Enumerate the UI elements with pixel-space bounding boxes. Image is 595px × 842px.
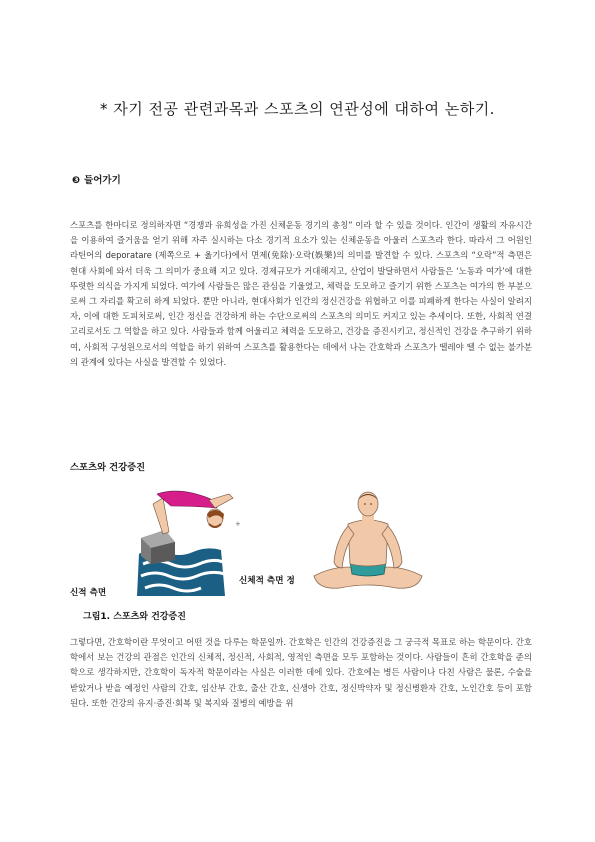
figure-caption: 그림1. 스포츠와 건강증진 [83,612,186,622]
intro-heading [72,172,121,186]
figure-label-mental: 신적 측면 [70,588,107,598]
figure-label-physical: 신체적 측면 정 [239,576,295,586]
meditation-illustration [300,490,435,596]
diver-illustration [135,484,245,596]
section-heading: 스포츠와 건강증진 [70,462,146,473]
intro-heading-text: 들어가기 [84,175,121,186]
bullet-icon: ❸ [72,175,81,186]
page-title: * 자기 전공 관련과목과 스포츠의 연관성에 대하여 논하기. [100,100,495,118]
intro-paragraph: 스포츠를 한마디로 정의하자면 “경쟁과 유희성을 가진 신체운동 경기의 총칭” 이라 할 수 있을 것이다. 인간이 생활의 자유시간을 이용하여 즐거움을 얻기 위해 자주 실시하는 다소 경기적 요소가 있는 신체운동을 아울러 스포츠라 한다. 따라서 그 어원인 라틴어의 deporatare (제쪽으로 + 옮기다)에서 면제(免除)·오락(娛樂)의 의미를 발견할 수 있다. 스포츠의 “오락”적 측면은 현대 사회에 와서 더욱 그 의미가 중요해 지고 있다. 경제규모가 거대해지고, 산업이 발달하면서 사람들은 ‘노동과 여가’에 대한 뚜렷한 의식을 가지게 되었다. 여가에 사람들은 많은 관심을 기울였고, 체력을 도모하고 즐기기 위한 스포츠는 여가의 한 부분으로써 그 자리를 확고히 하게 되었다. 뿐만 아니라, 현대사회가 인간의 정신건강을 위협하고 이를 피폐하게 한다는 사실이 알려지자, 이에 대한 도피처로써, 인간 정신을 건강하게 하는 수단으로써의 스포츠의 의미도 커지고 있는 추세이다. 또한, 사회적 연결고리로서도 그 역할을 하고 있다. 사람들과 함께 어울리고 체력을 도모하고, 건강을 증진시키고, 정신적인 건강을 추구하기 위하여, 사회적 구성원으로서의 역할을 하기 위하여 스포츠를 활용한다는 데에서 나는 간호학과 스포츠가 뗄레야 뗄 수 없는 불가분의 관계에 있다는 사실을 발견할 수 있었다. [70,220,532,367]
body-paragraph-2: 그렇다면, 간호학이란 무엇이고 어떤 것을 다루는 학문일까. 간호학은 인간의 건강증진을 그 궁극적 목표로 하는 학문이다. 간호학에서 보는 건강의 관점은 인간의 신체적, 정신적, 사회적, 영적인 측면을 모두 포함하는 것이다. 사람들이 흔히 간호학을 준의학으로 생각하지만, 간호학이 독자적 학문이라는 사실은 이러한 데에 있다. 간호에는 병든 사람이나 다친 사람은 물론, 수술을 받았거나 받을 예정인 사람의 간호, 임산부 간호, 출산 간호, 신생아 간호, 정신박약자 및 정신병환자 간호, 노인간호 등이 포함된다. 또한 건강의 유지·증진·회복 및 복지와 질병의 예방을 위 [70,637,532,708]
svg-text:+: + [235,520,241,528]
